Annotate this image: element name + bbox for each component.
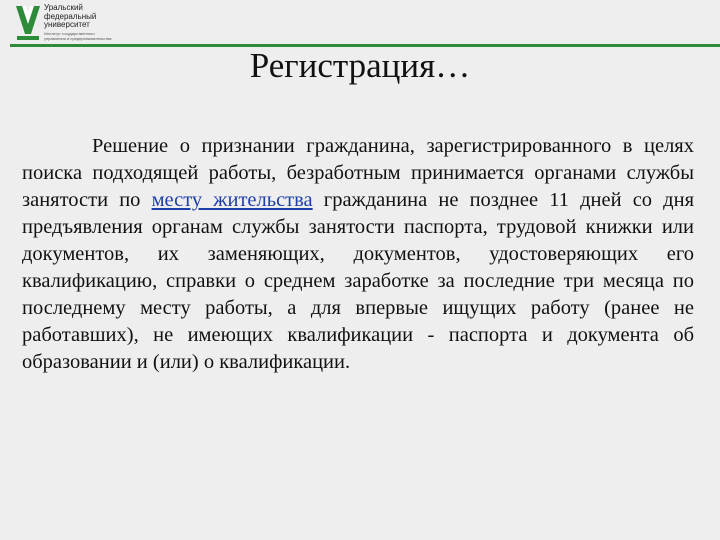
urfu-logo-icon: [14, 4, 42, 42]
place-of-residence-link[interactable]: месту жительства: [151, 189, 313, 211]
university-logo: [14, 4, 144, 44]
logo-university-name: Уральский федеральный университет: [44, 3, 97, 29]
body-text-part-2: гражданина не позднее 11 дней со дня предъявления органам службы занятости паспорта, трудовой книжки или документов, их заменяющих, документов, удостоверяющих его квалификацию, справки о среднем заработке за последние три месяца по последнему месту работы, а для впервые ищущих работу (ранее не работавших), не имеющих квалификации - паспорта и документа об образовании и (или) о квалификации.: [22, 189, 695, 373]
body-text-part-1: Решение о признании гражданина, зарегистрированного в целях поиска подходящей работы, безработным принимается органами службы занятости по: [22, 135, 694, 211]
logo-institute-name: Институт государственного управления и предпринимательства: [44, 31, 112, 41]
slide-body-text: [22, 133, 694, 376]
slide-title: Регистрация…: [249, 46, 471, 85]
